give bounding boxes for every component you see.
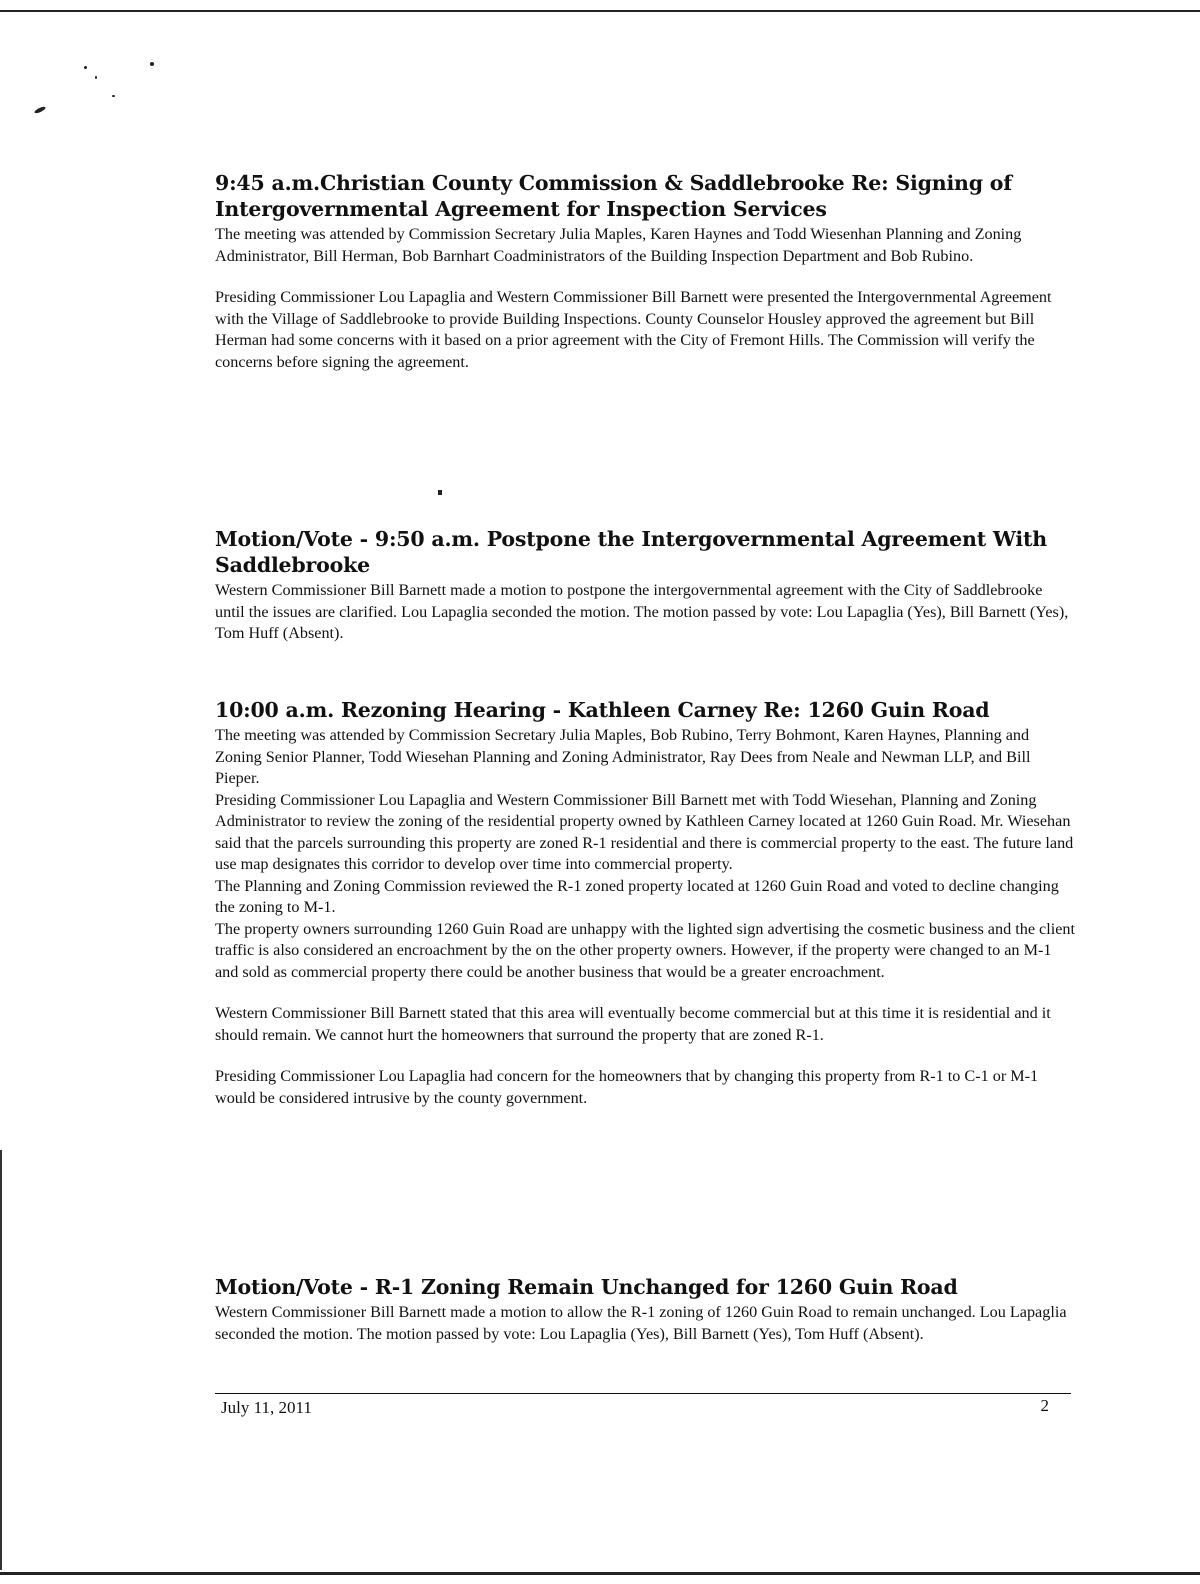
paragraph: Presiding Commissioner Lou Lapaglia and Western Commissioner Bill Barnett met with Todd Wiesehan, Planning and Zoning Administrator to review the zoning of the residential property owned by Kathleen Carney located at 1260 Guin Road. Mr. Wiesehan said that the parcels surrounding this property are zoned R-1 residential and there is commercial property to the east. The future land use map designates this corridor to develop over time into commercial property. (215, 790, 1074, 873)
paragraph: Western Commissioner Bill Barnett stated that this area will eventually become commercial but at this time it is residential and it should remain. We cannot hurt the homeowners that surround the property that are zoned R-1. (215, 1004, 1051, 1044)
scan-speck (150, 62, 154, 66)
section-heading: Motion/Vote - 9:50 a.m. Postpone the Intergovernmental Agreement With Saddlebrooke (215, 527, 1047, 577)
paragraph: Presiding Commissioner Lou Lapaglia had concern for the homeowners that by changing this property from R-1 to C-1 or M-1 would be considered intrusive by the county government. (215, 1067, 1039, 1107)
section-heading: 9:45 a.m.Christian County Commission & Saddlebrooke Re: Signing of Intergovernmental Agreement for Inspection Services (215, 171, 1012, 221)
page-footer (215, 1393, 1071, 1417)
section-motion-zoning-unchanged (215, 1274, 1075, 1345)
scan-border-left (0, 1150, 2, 1570)
paragraph: The meeting was attended by Commission Secretary Julia Maples, Bob Rubino, Terry Bohmont, Karen Haynes, Planning and Zoning Senior Planner, Todd Wiesehan Planning and Zoning Administrator, Ray Dees from Neale and Newman LLP, and Bill Pieper. (215, 726, 1031, 787)
paragraph: Western Commissioner Bill Barnett made a motion to postpone the intergovernmental agreement with the City of Saddlebrooke until the issues are clarified. Lou Lapaglia seconded the motion. The motion passed by vote: Lou Lapaglia (Yes), Bill Barnett (Yes), Tom Huff (Absent). (215, 581, 1069, 642)
page-number: 2 (1040, 1396, 1049, 1415)
scan-speck (84, 66, 87, 69)
paragraph: Presiding Commissioner Lou Lapaglia and Western Commissioner Bill Barnett were presented the Intergovernmental Agreement with the Village of Saddlebrooke to provide Building Inspections. County Counselor Housley approved the agreement but Bill Herman had some concerns with it based on a prior agreement with the City of Fremont Hills. The Commission will verify the concerns before signing the agreement. (215, 288, 1052, 371)
section-heading: Motion/Vote - R-1 Zoning Remain Unchanged for 1260 Guin Road (215, 1275, 958, 1299)
section-rezoning-hearing (215, 697, 1075, 1109)
paragraph: The property owners surrounding 1260 Guin Road are unhappy with the lighted sign advertising the cosmetic business and the client traffic is also considered an encroachment by the on the other property owners. However, if the property were changed to an M-1 and sold as commercial property there could be another business that would be a greater encroachment. (215, 919, 1076, 981)
scan-speck (438, 490, 442, 495)
footer-date: July 11, 2011 (221, 1398, 312, 1417)
scan-border-bottom (0, 1572, 1200, 1575)
scan-border-top (0, 10, 1200, 12)
scan-speck (34, 106, 47, 115)
section-heading: 10:00 a.m. Rezoning Hearing - Kathleen Carney Re: 1260 Guin Road (215, 698, 990, 722)
section-motion-postpone (215, 526, 1075, 645)
section-inspection-agreement (215, 170, 1075, 373)
paragraph: The meeting was attended by Commission Secretary Julia Maples, Karen Haynes and Todd Wiesenhan Planning and Zoning Administrator, Bill Herman, Bob Barnhart Coadministrators of the Building Inspection Department and Bob Rubino. (215, 225, 1022, 265)
paragraph: The Planning and Zoning Commission reviewed the R-1 zoned property located at 1260 Guin Road and voted to decline changing the zoning to M-1. (215, 876, 1059, 916)
scan-speck (112, 95, 115, 97)
paragraph: Western Commissioner Bill Barnett made a motion to allow the R-1 zoning of 1260 Guin Road to remain unchanged. Lou Lapaglia seconded the motion. The motion passed by vote: Lou Lapaglia (Yes), Bill Barnett (Yes), Tom Huff (Absent). (215, 1303, 1067, 1343)
scan-speck (95, 76, 97, 79)
